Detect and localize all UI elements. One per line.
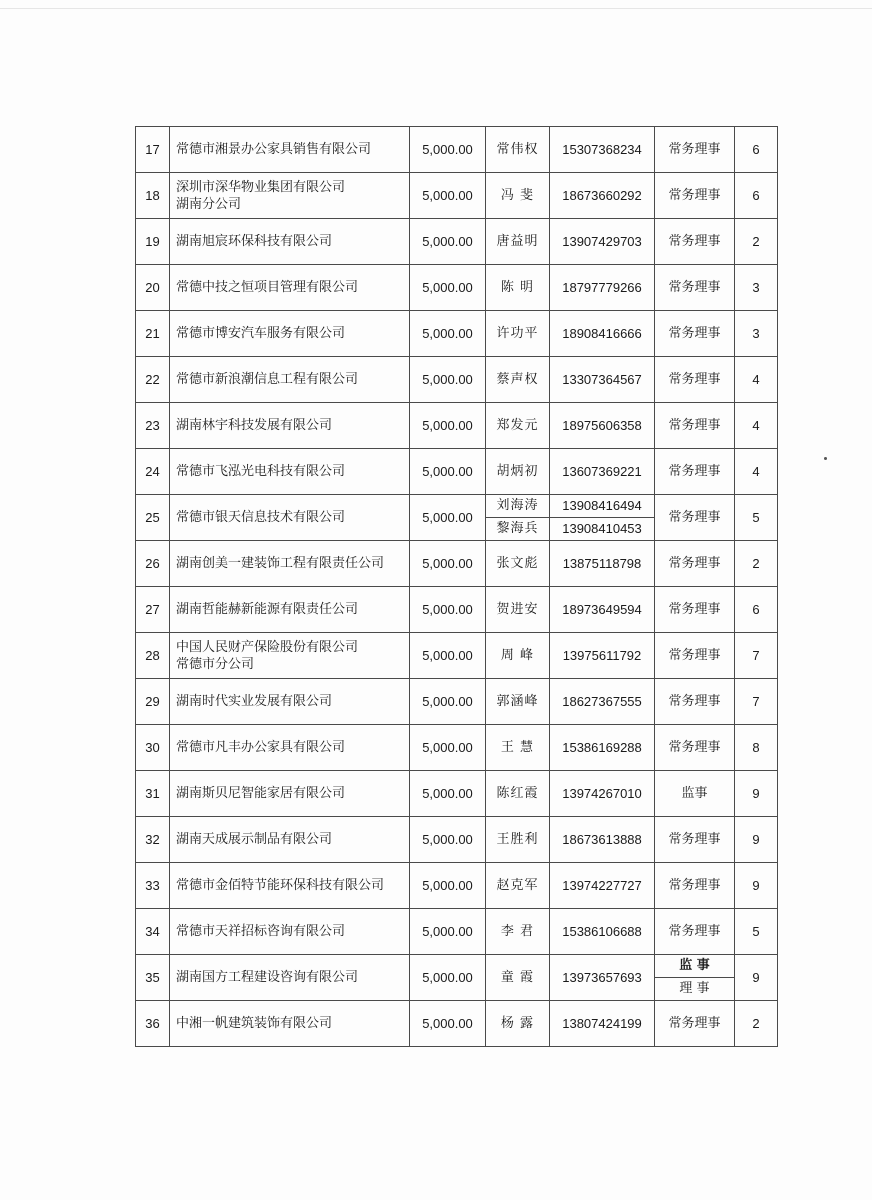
group-number: 3 (735, 265, 778, 311)
company-name (170, 587, 410, 633)
fee-amount: 5,000.00 (410, 817, 486, 863)
phone-number (550, 679, 655, 725)
company-name-line: 常德市金佰特节能环保科技有限公司 (176, 878, 385, 893)
member-role-line: 常务理事 (668, 1015, 721, 1031)
fee-amount: 5,000.00 (410, 403, 486, 449)
member-role (655, 1001, 735, 1047)
company-name-line: 常德市飞泓光电科技有限公司 (176, 464, 346, 479)
company-name-line: 常德市博安汽车服务有限公司 (176, 326, 346, 341)
table-row (136, 725, 778, 771)
phone-number-line: 13908416494 (562, 498, 642, 513)
contact-person (486, 173, 550, 219)
contact-person (486, 219, 550, 265)
company-name-line: 常德中技之恒项目管理有限公司 (176, 280, 359, 295)
fee-amount: 5,000.00 (410, 1001, 486, 1047)
table-row (136, 633, 778, 679)
company-name-line: 深圳市深华物业集团有限公司 (176, 179, 346, 195)
company-name (170, 725, 410, 771)
row-number: 35 (136, 955, 170, 1001)
table-row (136, 771, 778, 817)
phone-number-line: 13807424199 (562, 1015, 642, 1031)
company-name (170, 863, 410, 909)
contact-person (486, 449, 550, 495)
phone-number-line: 15307368234 (562, 141, 642, 157)
fee-amount: 5,000.00 (410, 587, 486, 633)
phone-number (550, 955, 655, 1001)
contact-person (486, 265, 550, 311)
phone-number-line: 13307364567 (562, 371, 642, 387)
contact-person-line: 赵克军 (496, 877, 539, 893)
table-row (136, 127, 778, 173)
company-name-line: 湖南哲能赫新能源有限责任公司 (176, 602, 359, 617)
member-role (655, 909, 735, 955)
company-name-line: 湖南林宇科技发展有限公司 (176, 418, 333, 433)
group-number: 5 (735, 909, 778, 955)
fee-amount: 5,000.00 (410, 909, 486, 955)
group-number: 9 (735, 863, 778, 909)
company-name (170, 403, 410, 449)
table-row (136, 219, 778, 265)
member-role-line: 常务理事 (668, 141, 721, 157)
member-table (135, 126, 778, 1047)
group-number: 6 (735, 173, 778, 219)
member-table-body (136, 127, 778, 1047)
company-name (170, 495, 410, 541)
contact-person (486, 127, 550, 173)
row-number: 18 (136, 173, 170, 219)
phone-number-line: 15386169288 (562, 739, 642, 755)
phone-number-line: 18797779266 (562, 279, 642, 295)
company-name-line: 中国人民财产保险股份有限公司 (176, 639, 359, 655)
phone-number-line: 18908416666 (562, 325, 642, 341)
group-number: 4 (735, 357, 778, 403)
row-number: 21 (136, 311, 170, 357)
company-name-line: 常德市新浪潮信息工程有限公司 (176, 372, 359, 387)
member-role (655, 265, 735, 311)
contact-person-line: 刘海涛 (496, 498, 539, 513)
phone-number (550, 1001, 655, 1047)
phone-number (550, 587, 655, 633)
phone-number-line: 13974227727 (562, 877, 642, 893)
contact-person (486, 403, 550, 449)
fee-amount: 5,000.00 (410, 955, 486, 1001)
member-role-line: 常务理事 (668, 923, 721, 939)
contact-person-line: 杨 露 (500, 1015, 535, 1031)
phone-number (550, 449, 655, 495)
company-name (170, 909, 410, 955)
contact-person (486, 817, 550, 863)
row-number: 17 (136, 127, 170, 173)
company-name-line: 常德市分公司 (176, 656, 255, 672)
member-role-line: 常务理事 (668, 371, 721, 387)
company-name-line: 湖南斯贝尼智能家居有限公司 (176, 786, 346, 801)
phone-number (550, 725, 655, 771)
company-name-line: 常德市天祥招标咨询有限公司 (176, 924, 346, 939)
group-number: 2 (735, 541, 778, 587)
company-name-line: 湖南分公司 (176, 196, 242, 212)
phone-number (550, 817, 655, 863)
scan-edge-line (0, 8, 872, 9)
contact-person-line: 唐益明 (496, 233, 539, 249)
contact-person-line: 陈红霞 (496, 785, 539, 801)
company-name-line: 湖南时代实业发展有限公司 (176, 694, 333, 709)
member-role (655, 173, 735, 219)
phone-number (550, 909, 655, 955)
contact-person (486, 357, 550, 403)
member-role (655, 955, 735, 1001)
company-name (170, 633, 410, 679)
group-number: 7 (735, 633, 778, 679)
fee-amount: 5,000.00 (410, 541, 486, 587)
row-number: 28 (136, 633, 170, 679)
table-row (136, 311, 778, 357)
phone-number (550, 863, 655, 909)
member-role-line: 监 事 (679, 958, 710, 973)
company-name-line: 常德市银天信息技术有限公司 (176, 510, 346, 525)
company-name (170, 311, 410, 357)
fee-amount: 5,000.00 (410, 495, 486, 541)
table-row (136, 449, 778, 495)
company-name (170, 955, 410, 1001)
contact-person-line: 许功平 (496, 325, 539, 341)
contact-person (486, 587, 550, 633)
contact-person (486, 771, 550, 817)
table-row (136, 1001, 778, 1047)
phone-number-line: 18627367555 (562, 693, 642, 709)
contact-person-line: 贺进安 (496, 601, 539, 617)
contact-person-line: 张文彪 (496, 555, 539, 571)
contact-person-line: 胡炳初 (496, 463, 539, 479)
fee-amount: 5,000.00 (410, 679, 486, 725)
member-role (655, 403, 735, 449)
member-role-line: 常务理事 (668, 279, 721, 295)
table-row (136, 909, 778, 955)
group-number: 2 (735, 219, 778, 265)
member-role (655, 495, 735, 541)
row-number: 27 (136, 587, 170, 633)
scan-speck (824, 457, 827, 460)
contact-person (486, 495, 550, 541)
member-role-line: 常务理事 (668, 187, 721, 203)
table-row (136, 817, 778, 863)
member-role-line: 监事 (681, 785, 708, 801)
group-number: 3 (735, 311, 778, 357)
phone-number (550, 495, 655, 541)
contact-person-line: 黎海兵 (486, 517, 549, 540)
row-number: 24 (136, 449, 170, 495)
phone-number-line: 18673660292 (562, 187, 642, 203)
contact-person-line: 郭涵峰 (496, 693, 539, 709)
member-role (655, 863, 735, 909)
company-name (170, 173, 410, 219)
group-number: 4 (735, 449, 778, 495)
row-number: 33 (136, 863, 170, 909)
fee-amount: 5,000.00 (410, 771, 486, 817)
company-name-line: 常德市凡丰办公家具有限公司 (176, 740, 346, 755)
company-name-line: 常德市湘景办公家具销售有限公司 (176, 142, 372, 157)
member-role (655, 127, 735, 173)
contact-person-line: 周 峰 (500, 647, 535, 663)
company-name-line: 中湘一帆建筑装饰有限公司 (176, 1016, 333, 1031)
fee-amount: 5,000.00 (410, 127, 486, 173)
contact-person (486, 909, 550, 955)
phone-number-line: 15386106688 (562, 923, 642, 939)
phone-number-line: 13607369221 (562, 463, 642, 479)
member-role (655, 219, 735, 265)
fee-amount: 5,000.00 (410, 311, 486, 357)
member-role (655, 725, 735, 771)
member-role (655, 817, 735, 863)
contact-person-line: 王胜利 (496, 831, 539, 847)
row-number: 23 (136, 403, 170, 449)
phone-number-line: 13975611792 (562, 647, 642, 663)
member-role (655, 541, 735, 587)
phone-number-line: 13908410453 (550, 517, 654, 540)
row-number: 19 (136, 219, 170, 265)
contact-person (486, 679, 550, 725)
company-name (170, 265, 410, 311)
phone-number (550, 541, 655, 587)
contact-person (486, 541, 550, 587)
fee-amount: 5,000.00 (410, 449, 486, 495)
row-number: 31 (136, 771, 170, 817)
table-row (136, 679, 778, 725)
phone-number (550, 403, 655, 449)
member-role-line: 常务理事 (668, 509, 721, 525)
phone-number-line: 13907429703 (562, 233, 642, 249)
row-number: 29 (136, 679, 170, 725)
group-number: 4 (735, 403, 778, 449)
phone-number (550, 771, 655, 817)
phone-number-line: 13973657693 (562, 969, 642, 985)
member-role-line: 常务理事 (668, 647, 721, 663)
contact-person-line: 常伟权 (496, 141, 539, 157)
company-name (170, 219, 410, 265)
member-role-line: 常务理事 (668, 831, 721, 847)
member-role-line: 常务理事 (668, 417, 721, 433)
company-name-line: 湖南旭宸环保科技有限公司 (176, 234, 333, 249)
group-number: 9 (735, 817, 778, 863)
phone-number-line: 18973649594 (562, 601, 642, 617)
row-number: 22 (136, 357, 170, 403)
member-role (655, 449, 735, 495)
phone-number (550, 127, 655, 173)
company-name-line: 湖南创美一建装饰工程有限责任公司 (176, 556, 385, 571)
contact-person (486, 1001, 550, 1047)
table-row (136, 357, 778, 403)
row-number: 36 (136, 1001, 170, 1047)
row-number: 26 (136, 541, 170, 587)
phone-number-line: 13974267010 (562, 785, 642, 801)
company-name (170, 771, 410, 817)
phone-number-line: 13875118798 (562, 555, 642, 571)
group-number: 2 (735, 1001, 778, 1047)
contact-person-line: 郑发元 (496, 417, 539, 433)
row-number: 25 (136, 495, 170, 541)
member-role-line: 理 事 (655, 977, 734, 1000)
fee-amount: 5,000.00 (410, 219, 486, 265)
table-row (136, 265, 778, 311)
contact-person-line: 童 霞 (500, 969, 535, 985)
phone-number (550, 173, 655, 219)
member-role-line: 常务理事 (668, 877, 721, 893)
member-role (655, 679, 735, 725)
group-number: 5 (735, 495, 778, 541)
company-name (170, 679, 410, 725)
member-role-line: 常务理事 (668, 693, 721, 709)
company-name (170, 127, 410, 173)
contact-person (486, 633, 550, 679)
member-role (655, 357, 735, 403)
table-row (136, 541, 778, 587)
phone-number (550, 357, 655, 403)
table-row (136, 495, 778, 541)
group-number: 9 (735, 771, 778, 817)
contact-person (486, 955, 550, 1001)
company-name-line: 湖南天成展示制品有限公司 (176, 832, 333, 847)
member-role-line: 常务理事 (668, 555, 721, 571)
table-row (136, 173, 778, 219)
table-row (136, 403, 778, 449)
row-number: 30 (136, 725, 170, 771)
fee-amount: 5,000.00 (410, 173, 486, 219)
company-name (170, 1001, 410, 1047)
member-role-line: 常务理事 (668, 233, 721, 249)
contact-person (486, 725, 550, 771)
member-role (655, 311, 735, 357)
company-name-line: 湖南国方工程建设咨询有限公司 (176, 970, 359, 985)
contact-person-line: 王 慧 (500, 739, 535, 755)
group-number: 8 (735, 725, 778, 771)
contact-person-line: 李 君 (500, 923, 535, 939)
row-number: 20 (136, 265, 170, 311)
fee-amount: 5,000.00 (410, 357, 486, 403)
table-row (136, 863, 778, 909)
table-row (136, 587, 778, 633)
row-number: 34 (136, 909, 170, 955)
company-name (170, 357, 410, 403)
fee-amount: 5,000.00 (410, 633, 486, 679)
phone-number-line: 18975606358 (562, 417, 642, 433)
contact-person (486, 863, 550, 909)
member-role-line: 常务理事 (668, 601, 721, 617)
group-number: 6 (735, 587, 778, 633)
company-name (170, 449, 410, 495)
contact-person-line: 蔡声权 (496, 371, 539, 387)
phone-number (550, 311, 655, 357)
phone-number (550, 219, 655, 265)
member-role (655, 587, 735, 633)
fee-amount: 5,000.00 (410, 863, 486, 909)
row-number: 32 (136, 817, 170, 863)
contact-person-line: 冯 斐 (500, 187, 535, 203)
phone-number (550, 265, 655, 311)
contact-person-line: 陈 明 (500, 279, 535, 295)
member-role-line: 常务理事 (668, 325, 721, 341)
contact-person (486, 311, 550, 357)
member-role-line: 常务理事 (668, 739, 721, 755)
member-role (655, 633, 735, 679)
phone-number (550, 633, 655, 679)
table-row (136, 955, 778, 1001)
company-name (170, 541, 410, 587)
group-number: 6 (735, 127, 778, 173)
company-name (170, 817, 410, 863)
fee-amount: 5,000.00 (410, 725, 486, 771)
fee-amount: 5,000.00 (410, 265, 486, 311)
group-number: 7 (735, 679, 778, 725)
phone-number-line: 18673613888 (562, 831, 642, 847)
member-role (655, 771, 735, 817)
member-role-line: 常务理事 (668, 463, 721, 479)
group-number: 9 (735, 955, 778, 1001)
